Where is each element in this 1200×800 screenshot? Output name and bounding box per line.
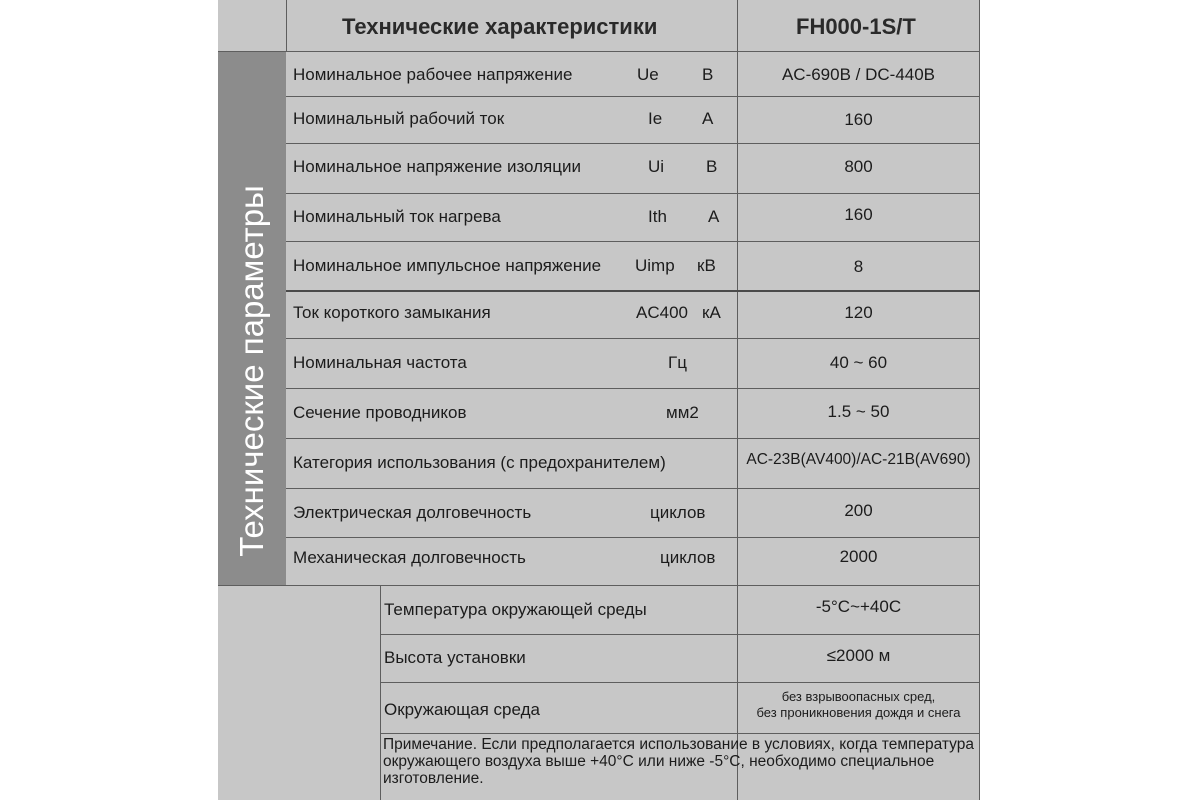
env-value-line2: без проникновения дождя и снега	[756, 705, 961, 720]
param-unit: мм2	[666, 403, 699, 422]
divider	[286, 388, 980, 389]
side-label: Технические параметры	[233, 185, 270, 557]
param-unit: A	[708, 207, 720, 226]
param-name: Номинальный ток нагрева	[293, 207, 501, 226]
divider	[218, 51, 980, 52]
param-value: 800	[844, 157, 873, 176]
env-value: -5°C~+40C	[815, 597, 902, 616]
divider	[286, 193, 980, 194]
param-value: AC-23B(AV400)/AC-21B(AV690)	[746, 451, 971, 468]
param-symbol: Uimp	[635, 256, 675, 275]
param-name: Номинальное рабочее напряжение	[293, 65, 573, 84]
divider	[286, 438, 980, 439]
param-name: Электрическая долговечность	[293, 503, 532, 522]
param-value: 2000	[839, 547, 878, 566]
param-unit: циклов	[650, 503, 706, 522]
param-name: Категория использования (с предохранителем)	[293, 453, 666, 472]
divider	[286, 537, 980, 538]
note-text: Примечание. Если предполагается использование в условиях, когда температура окружающего воздуха выше +40°C или ниже -5°C, необходимо специальное изготовление.	[383, 736, 974, 787]
divider	[218, 585, 980, 586]
param-name: Номинальное напряжение изоляции	[293, 157, 581, 176]
param-unit: В	[706, 157, 718, 176]
param-value: 200	[844, 501, 873, 520]
divider	[380, 733, 980, 734]
param-unit: A	[702, 109, 714, 128]
divider	[286, 488, 980, 489]
divider	[286, 96, 980, 97]
divider	[380, 586, 381, 800]
model-title: FH000-1S/T	[796, 14, 916, 39]
env-name: Высота установки	[384, 648, 526, 667]
param-symbol: Ui	[648, 157, 665, 176]
param-unit: В	[702, 65, 714, 84]
divider	[380, 682, 980, 683]
param-name: Сечение проводников	[293, 403, 467, 422]
param-value: 160	[844, 110, 873, 129]
divider	[286, 290, 980, 292]
param-value: 40 ~ 60	[829, 353, 888, 372]
param-unit: Гц	[668, 353, 687, 372]
param-symbol: Ie	[648, 109, 663, 128]
divider	[286, 241, 980, 242]
param-symbol: AC400	[636, 303, 688, 322]
env-value: ≤2000 м	[826, 646, 891, 665]
env-value-line1: без взрывоопасных сред,	[781, 689, 936, 704]
param-name: Номинальная частота	[293, 353, 467, 372]
param-value: 160	[844, 205, 873, 224]
param-unit: кВ	[697, 256, 716, 275]
env-name: Окружающая среда	[384, 700, 540, 719]
param-name: Ток короткого замыкания	[293, 303, 491, 322]
spec-table	[218, 0, 980, 800]
divider	[286, 143, 980, 144]
divider	[979, 0, 980, 800]
param-value: 1.5 ~ 50	[827, 402, 890, 421]
param-value: 120	[844, 303, 873, 322]
param-value: 8	[853, 257, 864, 276]
side-band	[218, 52, 286, 586]
divider	[286, 338, 980, 339]
param-name: Номинальный рабочий ток	[293, 109, 505, 128]
param-unit: кА	[702, 303, 721, 322]
param-value: AC-690В / DC-440В	[781, 65, 936, 84]
divider	[286, 0, 287, 52]
param-symbol: Ith	[648, 207, 667, 226]
param-unit: циклов	[660, 548, 716, 567]
table-title: Технические характеристики	[342, 14, 658, 39]
env-name: Температура окружающей среды	[384, 600, 647, 619]
param-symbol: Ue	[637, 65, 659, 84]
param-name: Механическая долговечность	[293, 548, 526, 567]
divider	[380, 634, 980, 635]
param-name: Номинальное импульсное напряжение	[293, 256, 602, 275]
